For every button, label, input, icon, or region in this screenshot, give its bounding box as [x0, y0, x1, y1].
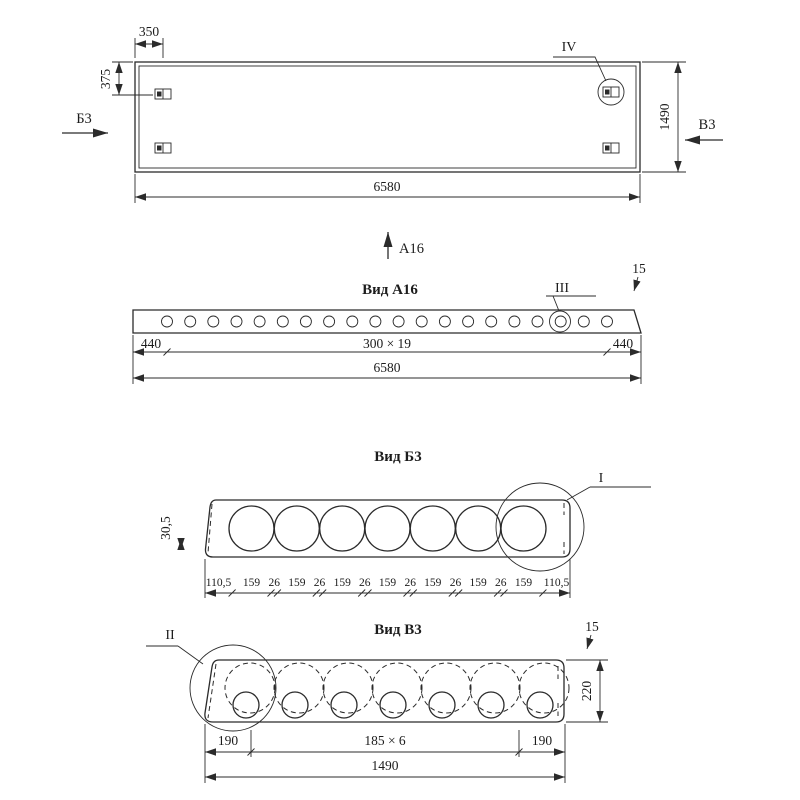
- hollow-core-hole: [274, 506, 319, 551]
- detail-i-leader: [567, 487, 590, 500]
- slab-section-outline-v3: [205, 660, 564, 722]
- dim-1490: 1490: [657, 103, 672, 131]
- side-hole: [370, 316, 381, 327]
- dim-15-arrow: [634, 277, 638, 291]
- hollow-core-hole: [410, 506, 455, 551]
- detail-iii-leader: [553, 296, 559, 311]
- detail-iii-label: III: [555, 281, 569, 296]
- side-hole: [602, 316, 613, 327]
- dim-375: 375: [98, 68, 113, 90]
- dim-15-a16: 15: [632, 261, 646, 276]
- section-v3-label: В3: [698, 117, 716, 133]
- side-hole: [300, 316, 311, 327]
- side-hole: [393, 316, 404, 327]
- side-hole: [486, 316, 497, 327]
- view-a16: [133, 232, 646, 384]
- side-hole: [277, 316, 288, 327]
- side-hole: [185, 316, 196, 327]
- slab-inner-edge: [139, 66, 636, 168]
- hollow-core-hole: [365, 506, 410, 551]
- drain-opening: [429, 692, 455, 718]
- dim-350: 350: [138, 24, 160, 39]
- hidden-holes-v3: [225, 663, 569, 718]
- view-v3-title: Вид В3: [374, 622, 422, 638]
- detail-ii-circle: [190, 645, 276, 731]
- lifting-loop: [155, 89, 171, 99]
- dim-440-left: 440: [140, 336, 162, 351]
- drain-opening: [233, 692, 259, 718]
- detail-ii-label: II: [165, 628, 175, 643]
- segment-dim-label: 159: [288, 577, 306, 589]
- chamfer-hidden-edge: [208, 664, 216, 718]
- slab-side-holes: [162, 316, 613, 327]
- segment-dim-label: 26: [268, 577, 280, 589]
- segment-dim-label: 159: [514, 577, 533, 589]
- segment-dim-label: 159: [242, 577, 261, 589]
- dim-190-left: 190: [217, 733, 239, 748]
- hollow-core-hole: [229, 506, 274, 551]
- hollow-core-hole: [320, 506, 365, 551]
- hollow-core-hole: [501, 506, 546, 551]
- side-hole: [324, 316, 335, 327]
- slab-outline: [135, 62, 640, 172]
- dim-6580: 6580: [373, 179, 401, 194]
- detail-i-circle: [496, 483, 584, 571]
- plan-view: [62, 24, 723, 203]
- view-v3: [146, 619, 608, 783]
- segment-dim-label: 110,5: [543, 577, 570, 589]
- dim-total-v3: 1490: [371, 758, 399, 773]
- drain-opening: [331, 692, 357, 718]
- side-hole: [532, 316, 543, 327]
- lifting-loop: [603, 143, 619, 153]
- hollow-core-hole: [456, 506, 501, 551]
- drain-opening: [282, 692, 308, 718]
- dim-185x6: 185 × 6: [364, 733, 406, 748]
- lifting-loop: [155, 143, 171, 153]
- view-b3: [158, 449, 651, 598]
- lifting-loop: [603, 87, 619, 97]
- section-b3-label: Б3: [76, 111, 92, 127]
- side-hole: [347, 316, 358, 327]
- detail-iv-label: IV: [561, 40, 577, 55]
- drain-opening: [478, 692, 504, 718]
- drain-opening: [380, 692, 406, 718]
- detail-iv-leader: [553, 57, 606, 81]
- segment-dims-b3: [206, 577, 570, 597]
- segment-dim-label: 159: [424, 577, 442, 589]
- segment-dim-label: 26: [449, 577, 462, 589]
- view-b3-title: Вид Б3: [374, 449, 422, 465]
- dim-220: 220: [579, 680, 594, 702]
- side-hole: [439, 316, 450, 327]
- slab-section-outline-b3: [205, 500, 570, 557]
- segment-dim-label: 26: [404, 577, 416, 589]
- detail-i-label: I: [598, 471, 604, 486]
- dim-190-right: 190: [531, 733, 553, 748]
- view-a16-title: Вид А16: [362, 282, 418, 298]
- side-hole: [555, 316, 566, 327]
- view-direction-label-a16: А16: [399, 241, 424, 257]
- side-hole: [416, 316, 427, 327]
- segment-dim-label: 110,5: [205, 577, 232, 589]
- dim-total-a16: 6580: [373, 360, 401, 375]
- segment-dim-label: 159: [378, 577, 397, 589]
- slab-side-outline: [133, 310, 641, 333]
- side-hole: [162, 316, 173, 327]
- segment-dim-label: 159: [469, 577, 487, 589]
- dim-15-v3: 15: [585, 619, 599, 634]
- side-hole: [509, 316, 520, 327]
- segment-dim-label: 159: [333, 577, 351, 589]
- segment-dim-label: 26: [313, 577, 326, 589]
- detail-iii-circle: [550, 311, 571, 332]
- side-hole: [231, 316, 242, 327]
- dim-15-arrow: [587, 635, 591, 649]
- dim-440-right: 440: [612, 336, 634, 351]
- side-hole: [463, 316, 474, 327]
- dim-300x19: 300 × 19: [362, 336, 412, 351]
- segment-dim-label: 26: [359, 577, 371, 589]
- segment-dim-label: 26: [495, 577, 507, 589]
- side-hole: [578, 316, 589, 327]
- side-hole: [208, 316, 219, 327]
- drain-opening: [527, 692, 553, 718]
- dim-30-5: 30,5: [158, 516, 173, 540]
- side-hole: [254, 316, 265, 327]
